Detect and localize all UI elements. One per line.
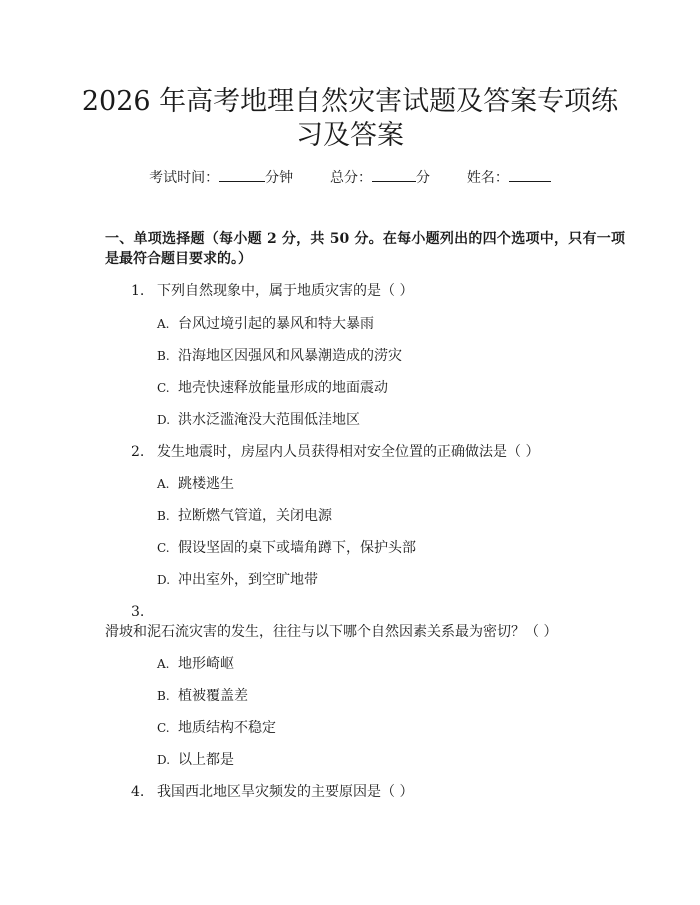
option-text: 地形崎岖 (178, 656, 234, 672)
exam-time-blank (219, 169, 265, 182)
option-text: 地壳快速释放能量形成的地面震动 (178, 380, 388, 396)
exam-info-row (0, 168, 700, 188)
option-2d[interactable] (157, 570, 318, 590)
student-name-label: 姓名： (466, 170, 509, 186)
total-score-label: 总分： (330, 170, 372, 186)
option-letter: B. (157, 349, 170, 363)
question-number: 4. (131, 784, 145, 800)
option-letter: C. (157, 381, 170, 395)
option-3c[interactable] (157, 718, 276, 738)
option-text: 跳楼逃生 (178, 476, 234, 492)
question-number: 1. (131, 283, 145, 299)
document-title-line-2: 习及答案 (296, 120, 404, 151)
question-number: 2. (131, 444, 145, 460)
question-3 (105, 602, 605, 642)
section-heading: 一、单项选择题（每小题 2 分，共 50 分。在每小题列出的四个选项中，只有一项是最符合题目要求的。） (105, 231, 625, 267)
document-title-line-1: 2026 年高考地理自然灾害试题及答案专项练 (81, 86, 619, 117)
option-2c[interactable] (157, 538, 416, 558)
student-name-field (467, 168, 551, 188)
option-letter: D. (157, 413, 171, 427)
exam-time-unit: 分钟 (265, 170, 294, 186)
option-letter: A. (157, 477, 170, 491)
question-2 (131, 442, 601, 462)
question-text: 我国西北地区旱灾频发的主要原因是（ ） (157, 784, 414, 800)
option-text: 植被覆盖差 (178, 688, 248, 704)
question-text: 滑坡和泥石流灾害的发生，往往与以下哪个自然因素关系最为密切？（ ） (105, 624, 558, 640)
option-1b[interactable] (157, 346, 402, 366)
option-2b[interactable] (157, 506, 332, 526)
exam-time-label: 考试时间： (149, 170, 220, 186)
total-score-field (330, 168, 430, 188)
option-letter: D. (157, 573, 171, 587)
option-3d[interactable] (157, 750, 234, 770)
option-text: 冲出室外，到空旷地带 (178, 572, 318, 588)
option-letter: D. (157, 753, 171, 767)
option-text: 拉断燃气管道，关闭电源 (178, 508, 332, 524)
option-text: 假设坚固的桌下或墙角蹲下，保护头部 (178, 540, 416, 556)
option-text: 洪水泛滥淹没大范围低洼地区 (178, 412, 360, 428)
option-3a[interactable] (157, 654, 234, 674)
exam-time-field (149, 168, 293, 188)
option-3b[interactable] (157, 686, 248, 706)
option-2a[interactable] (157, 474, 234, 494)
question-4 (131, 782, 601, 802)
option-letter: A. (157, 317, 170, 331)
option-1c[interactable] (157, 378, 388, 398)
option-text: 沿海地区因强风和风暴潮造成的涝灾 (178, 348, 402, 364)
question-text: 发生地震时，房屋内人员获得相对安全位置的正确做法是（ ） (157, 444, 540, 460)
question-text: 下列自然现象中，属于地质灾害的是（ ） (157, 283, 414, 299)
option-1a[interactable] (157, 314, 374, 334)
option-1d[interactable] (157, 410, 360, 430)
question-number: 3. (131, 604, 145, 620)
option-letter: B. (157, 689, 170, 703)
student-name-blank (509, 169, 551, 182)
option-text: 地质结构不稳定 (178, 720, 276, 736)
option-letter: C. (157, 541, 170, 555)
option-text: 台风过境引起的暴风和特大暴雨 (178, 316, 374, 332)
option-letter: B. (157, 509, 170, 523)
option-text: 以上都是 (178, 752, 234, 768)
total-score-unit: 分 (416, 170, 430, 186)
question-1 (131, 281, 601, 301)
total-score-blank (372, 169, 416, 182)
option-letter: C. (157, 721, 170, 735)
option-letter: A. (157, 657, 170, 671)
